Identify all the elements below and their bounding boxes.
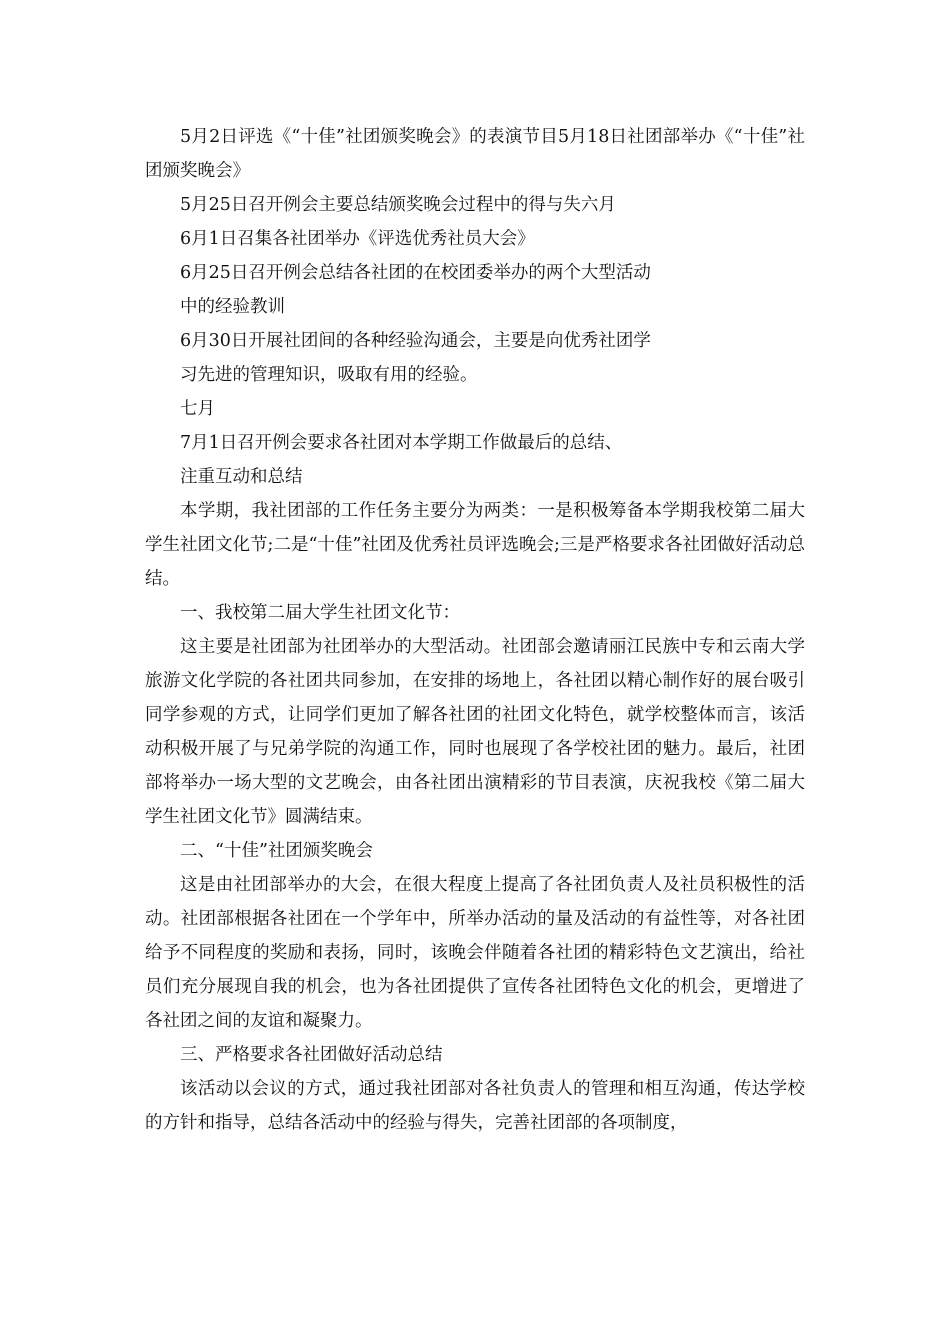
paragraph-june-1: 6月1日召集各社团举办《评选优秀社员大会》 — [180, 229, 535, 249]
paragraph-july-1-cont: 注重互动和总结 — [180, 467, 303, 487]
paragraph-may-25: 5月25日召开例会主要总结颁奖晚会过程中的得与失六月 — [180, 195, 616, 215]
paragraph-section-1-body: 这主要是社团部为社团举办的大型活动。社团部会邀请丽江民族中专和云南大学旅游文化学院的各社团共同参加，在安排的场地上，各社团以精心制作好的展台吸引同学参观的方式，让同学们更加了解各社团的社团文化特色，就学校整体而言，该活动积极开展了与兄弟学院的沟通工作，同时也展现了各学校社团的魅力。最后，社团部将举办一场大型的文艺晚会，由各社团出演精彩的节目表演，庆祝我校《第二届大学生社团文化节》圆满结束。 — [145, 637, 805, 827]
paragraph-july-heading: 七月 — [180, 399, 215, 419]
paragraph-may-2: 5月2日评选《“十佳”社团颁奖晚会》的表演节目5月18日社团部举办《“十佳”社团颁奖晚会》 — [145, 127, 805, 181]
section-heading-3: 三、严格要求各社团做好活动总结 — [180, 1045, 443, 1065]
paragraph-section-2-body: 这是由社团部举办的大会，在很大程度上提高了各社团负责人及社员积极性的活动。社团部根据各社团在一个学年中，所举办活动的量及活动的有益性等，对各社团给予不同程度的奖励和表扬，同时，该晚会伴随着各社团的精彩特色文艺演出，给社员们充分展现自我的机会，也为各社团提供了宣传各社团特色文化的机会，更增进了各社团之间的友谊和凝聚力。 — [145, 875, 805, 1031]
paragraph-june-30: 6月30日开展社团间的各种经验沟通会，主要是向优秀社团学 — [180, 331, 651, 351]
paragraph-section-3-body: 该活动以会议的方式，通过我社团部对各社负责人的管理和相互沟通，传达学校的方针和指导，总结各活动中的经验与得失，完善社团部的各项制度， — [145, 1079, 805, 1133]
paragraph-july-1: 7月1日召开例会要求各社团对本学期工作做最后的总结、 — [180, 433, 623, 453]
paragraph-semester-summary: 本学期，我社团部的工作任务主要分为两类：一是积极筹备本学期我校第二届大学生社团文化节;二是“十佳”社团及优秀社员评选晚会;三是严格要求各社团做好活动总结。 — [145, 501, 805, 589]
paragraph-june-30-cont: 习先进的管理知识，吸取有用的经验。 — [180, 365, 478, 385]
paragraph-june-25-cont: 中的经验教训 — [180, 297, 285, 317]
section-heading-2: 二、“十佳”社团颁奖晚会 — [180, 841, 373, 861]
paragraph-june-25: 6月25日召开例会总结各社团的在校团委举办的两个大型活动 — [180, 263, 651, 283]
document-body — [145, 120, 805, 1140]
section-heading-1: 一、我校第二届大学生社团文化节： — [180, 603, 460, 623]
